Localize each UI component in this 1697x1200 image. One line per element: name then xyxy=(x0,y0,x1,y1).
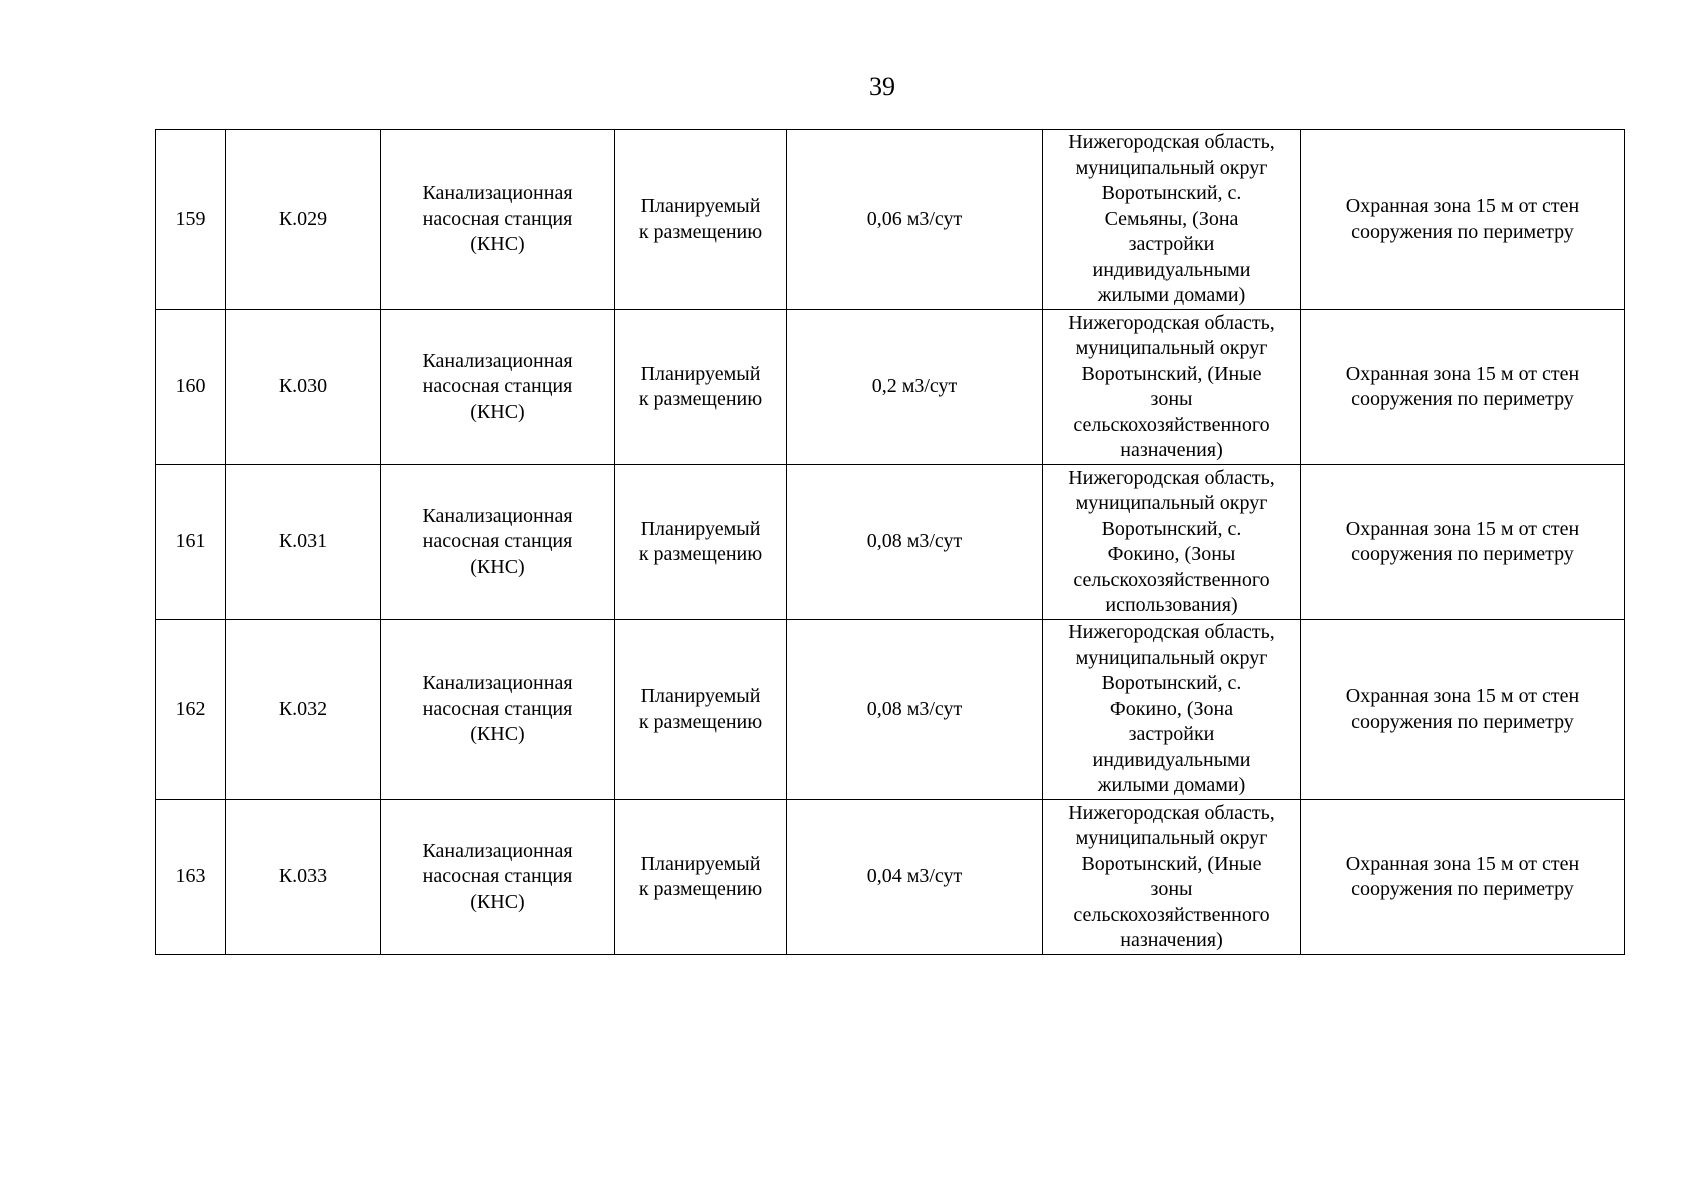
protection-zone-cell: Охранная зона 15 м от стен сооружения по периметру xyxy=(1301,130,1625,310)
table-row xyxy=(156,130,1625,310)
row-number-cell: 162 xyxy=(156,620,226,800)
protection-zone-cell: Охранная зона 15 м от стен сооружения по периметру xyxy=(1301,465,1625,620)
protection-zone-cell: Охранная зона 15 м от стен сооружения по периметру xyxy=(1301,800,1625,955)
table-row xyxy=(156,310,1625,465)
table-row xyxy=(156,800,1625,955)
location-cell: Нижегородская область, муниципальный округ Воротынский, (Иные зоны сельскохозяйственного назначения) xyxy=(1043,310,1301,465)
status-cell: Планируемый к размещению xyxy=(615,465,787,620)
status-cell: Планируемый к размещению xyxy=(615,130,787,310)
page-number: 39 xyxy=(869,72,895,101)
table-row xyxy=(156,465,1625,620)
capacity-cell: 0,06 м3/сут xyxy=(787,130,1043,310)
location-cell: Нижегородская область, муниципальный округ Воротынский, с. Фокино, (Зоны сельскохозяйственного использования) xyxy=(1043,465,1301,620)
protection-zone-cell: Охранная зона 15 м от стен сооружения по периметру xyxy=(1301,310,1625,465)
table-row xyxy=(156,620,1625,800)
status-cell: Планируемый к размещению xyxy=(615,620,787,800)
row-number-cell: 159 xyxy=(156,130,226,310)
capacity-cell: 0,08 м3/сут xyxy=(787,465,1043,620)
location-cell: Нижегородская область, муниципальный округ Воротынский, с. Фокино, (Зона застройки индивидуальными жилыми домами) xyxy=(1043,620,1301,800)
facilities-table xyxy=(155,129,1625,955)
object-code-cell: К.033 xyxy=(226,800,381,955)
row-number-cell: 163 xyxy=(156,800,226,955)
location-cell: Нижегородская область, муниципальный округ Воротынский, с. Семьяны, (Зона застройки индивидуальными жилыми домами) xyxy=(1043,130,1301,310)
object-name-cell: Канализационная насосная станция (КНС) xyxy=(381,465,615,620)
location-cell: Нижегородская область, муниципальный округ Воротынский, (Иные зоны сельскохозяйственного назначения) xyxy=(1043,800,1301,955)
object-code-cell: К.030 xyxy=(226,310,381,465)
object-name-cell: Канализационная насосная станция (КНС) xyxy=(381,800,615,955)
status-cell: Планируемый к размещению xyxy=(615,310,787,465)
object-code-cell: К.032 xyxy=(226,620,381,800)
row-number-cell: 160 xyxy=(156,310,226,465)
status-cell: Планируемый к размещению xyxy=(615,800,787,955)
object-code-cell: К.031 xyxy=(226,465,381,620)
object-name-cell: Канализационная насосная станция (КНС) xyxy=(381,130,615,310)
capacity-cell: 0,04 м3/сут xyxy=(787,800,1043,955)
object-code-cell: К.029 xyxy=(226,130,381,310)
capacity-cell: 0,08 м3/сут xyxy=(787,620,1043,800)
object-name-cell: Канализационная насосная станция (КНС) xyxy=(381,310,615,465)
object-name-cell: Канализационная насосная станция (КНС) xyxy=(381,620,615,800)
capacity-cell: 0,2 м3/сут xyxy=(787,310,1043,465)
protection-zone-cell: Охранная зона 15 м от стен сооружения по периметру xyxy=(1301,620,1625,800)
row-number-cell: 161 xyxy=(156,465,226,620)
